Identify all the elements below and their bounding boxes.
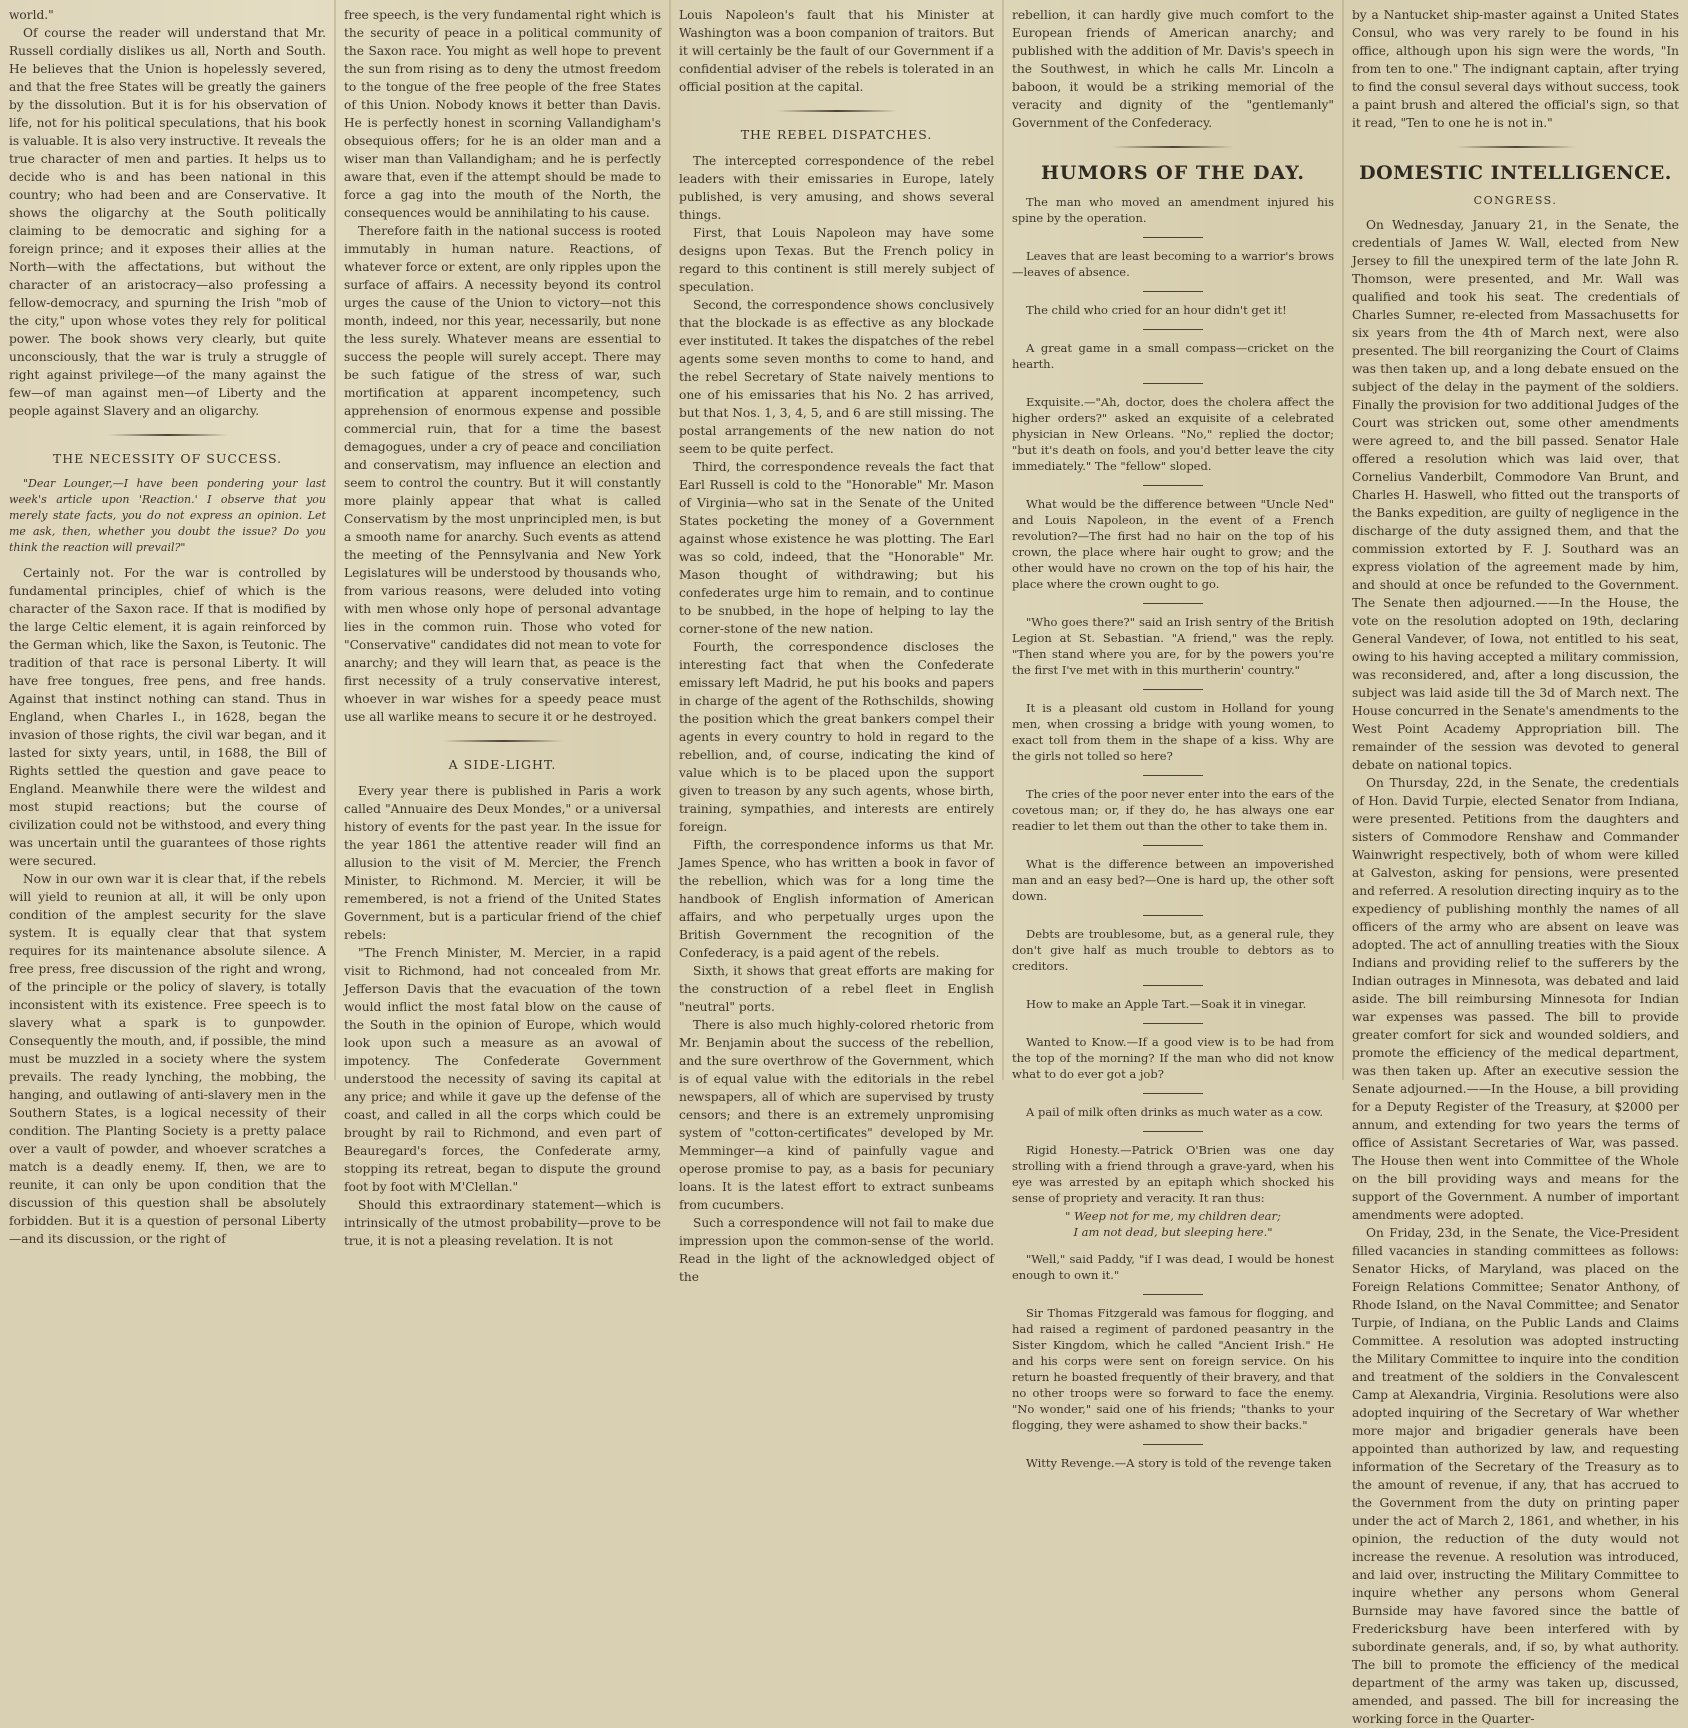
article-text: Certainly not. For the war is controlled by fundamental principles, chief of which is the character of the Saxon race. If that is modified by the large Celtic element, it is again reinforced by the German which, like the Saxon, is Teutonic. The tradition of that race is personal Liberty. It will have free tongues, free pens, and free hands. Against that instinct nothing can stand. Thus in England, when Charles I., in 1628, began the invasion of those rights, the civil war began, and it lasted for sixty years, until, in 1688, the Bill of Rights settled the question and gave peace to England. Meanwhile there were the wildest and most stupid reactions; but the course of civilization could not be withstood, and every thing was uncertain until the guarantees of those rights were secured. (9, 566, 326, 868)
joke-item: Wanted to Know.—If a good view is to be had from the top of the morning? If the man who did not know what to do ever got a job? (1012, 1035, 1334, 1081)
article-text: rebellion, it can hardly give much comfort to the European friends of American anarchy; and published with the addition of Mr. Davis's speech in the Southwest, in which he calls Mr. Lincoln a baboon, it would be a striking memorial of the veracity and dignity of the "gentlemanly" Government of the Confederacy. (1012, 8, 1334, 130)
column-3 (670, 0, 1003, 1284)
epitaph-line: " Weep not for me, my children dear; (1065, 1209, 1281, 1223)
article-text: by a Nantucket ship-master against a United States Consul, who was very rarely to be found in his office, although upon his sign were the words, "In from ten to one." The indignant captain, after trying to find the consul several days without success, took a paint brush and altered the official's sign, so that it read, "Ten to one he is not in." (1352, 8, 1679, 130)
joke-item: How to make an Apple Tart.—Soak it in vinegar. (1026, 997, 1307, 1011)
joke-divider (1143, 485, 1203, 486)
joke-divider (1143, 1023, 1203, 1024)
section-heading: THE REBEL DISPATCHES. (740, 127, 933, 142)
joke-item: Leaves that are least becoming to a warrior's brows—leaves of absence. (1012, 249, 1334, 279)
joke-item: A great game in a small compass—cricket on the hearth. (1012, 341, 1334, 371)
joke-divider (1143, 1294, 1203, 1295)
joke-item: Debts are troublesome, but, as a general rule, they don't give half as much trouble to debtors as to creditors. (1012, 927, 1334, 973)
joke-item: "Who goes there?" said an Irish sentry of the British Legion at St. Sebastian. "A friend," was the reply. "Then stand where you are, for by the powers you're the first I've met with in this murtherin' country." (1012, 615, 1334, 677)
section-divider (1113, 146, 1233, 148)
subsection-heading: CONGRESS. (1473, 194, 1558, 207)
reader-letter: "Dear Lounger,—I have been pondering your last week's article upon 'Reaction.' I observe that you merely state facts, you do not express an opinion. Let me ask, then, whether you doubt the issue? Do you think the reaction will prevail?" (9, 477, 326, 554)
article-text: Louis Napoleon's fault that his Minister at Washington was a boon companion of traitors. But it will certainly be the fault of our Government if a confidential adviser of the rebels is tolerated in an official position at the capital. (679, 8, 994, 94)
section-heading: DOMESTIC INTELLIGENCE. (1359, 162, 1672, 184)
article-text: On Friday, 23d, in the Senate, the Vice-President filled vacancies in standing committees as follows: Senator Hicks, of Maryland, was placed on the Foreign Relations Committee; Senator Anthony, of Rhode Island, on the Naval Committee; and Senator Turpie, of Indiana, on the Public Lands and Claims Committee. A resolution was adopted instructing the Military Committee to inquire into the condition and treatment of the soldiers in the Convalescent Camp at Alexandria, Virginia. Resolutions were also adopted inquiring of the Secretary of War whether more major and brigadier generals have been appointed than authorized by law, and requesting information of the Secretary of the Treasury as to the amount of revenue, if any, that has accrued to the Government from the duty on printing paper under the act of March 2, 1861, and whether, in his opinion, the reduction of the duty would not increase the revenue. A resolution was introduced, and laid over, instructing the Military Committee to inquire whether any persons whom General Burnside may have favored since the battle of Fredericksburg have been interfered with by subordinate generals, and, if so, by what authority. The bill to promote the efficiency of the medical department of the army was taken up, discussed, amended, and passed. The bill for increasing the working force in the Quarter- (1352, 1226, 1679, 1726)
article-text: First, that Louis Napoleon may have some designs upon Texas. But the French policy in regard to this continent is still merely subject of speculation. (679, 226, 994, 294)
article-text: Third, the correspondence reveals the fact that Earl Russell is cold to the "Honorable" Mr. Mason of Virginia—who sat in the Senate of the United States pocketing the money of a Government against whose existence he was plotting. The Earl was so cold, indeed, that the "Honorable" Mr. Mason thought of withdrawing; but his confederates urge him to remain, and to continue to be snubbed, in the hope of helping to lay the corner-stone of the new nation. (679, 460, 994, 636)
joke-divider (1143, 1444, 1203, 1445)
joke-divider (1143, 237, 1203, 238)
article-text: Now in our own war it is clear that, if the rebels will yield to reunion at all, it will be only upon condition of the amplest security for the slave system. It is equally clear that that system requires for its maintenance absolute silence. A free press, free discussion of the right and wrong, of the principle or the policy of slavery, is totally inconsistent with its existence. Free speech is to slavery what a spark is to gunpowder. Consequently the mouth, and, if possible, the mind must be muzzled in a society where the system prevails. The ready lynching, the mobbing, the hanging, and outlawing of anti-slavery men in the Southern States, is a logical necessity of their condition. The Planting Society is a pretty palace over a vault of powder, and whoever scratches a match is a deadly enemy. If, then, we are to reunite, it can only be upon condition that the discussion of this question shall be absolutely forbidden. But it is a question of personal Liberty—and its discussion, or the right of (9, 872, 326, 1246)
joke-item: What would be the difference between "Uncle Ned" and Louis Napoleon, in the event of a French revolution?—The first had no hair on the top of his crown, the place where hair ought to grow; and the other would have no crown on the top of his hair, the place where the crown ought to go. (1012, 497, 1334, 591)
column-1 (0, 0, 335, 1246)
joke-divider (1143, 603, 1203, 604)
joke-item: Sir Thomas Fitzgerald was famous for flogging, and had raised a regiment of pardoned peasantry in the Sister Kingdom, which he called "Ancient Irish." He and his corps were sent on foreign service. On his return he boasted frequently of their bravery, and that no other troops were so forward to face the enemy. "No wonder," said one of his friends; "thanks to your flogging, they were ashamed to show their backs." (1012, 1306, 1334, 1432)
joke-item: A pail of milk often drinks as much water as a cow. (1026, 1105, 1323, 1119)
article-text: On Wednesday, January 21, in the Senate, the credentials of James W. Wall, elected from New Jersey to fill the unexpired term of the late John R. Thomson, were presented, and Mr. Wall was qualified and took his seat. The credentials of Charles Sumner, re-elected from Massachusetts for six years from the 4th of March next, were also presented. The bill reorganizing the Court of Claims was then taken up, and a long debate ensued on the subject of the delay in the payment of the soldiers. Finally the provision for two additional Judges of the Court was stricken out, some other amendments were agreed to, and the bill passed. Senator Hale offered a resolution which was laid over, that Cornelius Vanderbilt, Commodore Van Brunt, and Charles H. Haswell, who fitted out the transports of the Banks expedition, are guilty of negligence in the discharge of the duty assigned them, and that the commission extorted by F. J. Southard was an express violation of the agreement made by him, and should at once be refunded to the Government. The Senate then adjourned.——In the House, the vote on the resolution adopted on 19th, declaring General Vandever, of Iowa, not entitled to his seat, owing to his having accepted a military commission, was reconsidered, and, after a long discussion, the subject was laid aside till the 3d of March next. The House concurred in the Senate's amendments to the West Point Academy Appropriation bill. The remainder of the session was devoted to general debate on national topics. (1352, 218, 1679, 772)
joke-divider (1143, 775, 1203, 776)
article-text: There is also much highly-colored rhetoric from Mr. Benjamin about the success of the rebellion, and the sure overthrow of the Government, which is of equal value with the editorials in the rebel newspapers, all of which are supervised by trusty censors; and there is an extremely unpromising system of "cotton-certificates" developed by Mr. Memminger—a kind of painfully vague and operose promise to pay, as a basis for pecuniary loans. It is the latest effort to extract sunbeams from cucumbers. (679, 1018, 994, 1212)
joke-item: "Well," said Paddy, "if I was dead, I would be honest enough to own it." (1012, 1252, 1334, 1282)
joke-divider (1143, 985, 1203, 986)
joke-divider (1143, 329, 1203, 330)
column-2 (335, 0, 670, 1248)
article-text: Fifth, the correspondence informs us that Mr. James Spence, who has written a book in favor of the rebellion, which was for a long time the handbook of English information of American affairs, and who perpetually urges upon the British Government the recognition of the Confederacy, is a paid agent of the rebels. (679, 838, 994, 960)
joke-divider (1143, 689, 1203, 690)
article-text: Every year there is published in Paris a work called "Annuaire des Deux Mondes," or a universal history of events for the past year. In the issue for the year 1861 the attentive reader will find an allusion to the visit of M. Mercier, the French Minister, to Richmond. M. Mercier, it will be remembered, is not a friend of the United States Government, but is a particular friend of the chief rebels: (344, 784, 661, 942)
joke-item: What is the difference between an impoverished man and an easy bed?—One is hard up, the other soft down. (1012, 857, 1334, 903)
joke-divider (1143, 383, 1203, 384)
section-divider (777, 110, 897, 112)
article-text: Sixth, it shows that great efforts are making for the construction of a rebel fleet in English "neutral" ports. (679, 964, 994, 1014)
epitaph-line: I am not dead, but sleeping here." (1073, 1225, 1273, 1239)
article-text: free speech, is the very fundamental right which is the security of peace in a political community of the Saxon race. You might as well hope to prevent the sun from rising as to deny the utmost freedom to the tongue of the free people of the free States of this Union. Nobody knows it better than Davis. He is perfectly honest in scorning Vallandigham's obsequious offers; for he is an older man and a wiser man than Vallandigham; and he is perfectly aware that, even if the attempt should be made to force a gag into the mouth of the North, the consequences would be annihilating to his cause. (344, 8, 661, 220)
joke-divider (1143, 291, 1203, 292)
section-heading: THE NECESSITY OF SUCCESS. (52, 451, 283, 466)
joke-divider (1143, 1131, 1203, 1132)
joke-item: The child who cried for an hour didn't get it! (1026, 303, 1287, 317)
article-text: Such a correspondence will not fail to make due impression upon the common-sense of the world. Read in the light of the acknowledged object of the (679, 1216, 994, 1284)
joke-item: It is a pleasant old custom in Holland for young men, when crossing a bridge with young women, to exact toll from them in the shape of a kiss. Why are the girls not tolled so here? (1012, 701, 1334, 763)
article-text: On Thursday, 22d, in the Senate, the credentials of Hon. David Turpie, elected Senator from Indiana, were presented. Petitions from the daughters and sisters of Commodore Renshaw and Commander Wainwright respectively, both of whom were killed at Galveston, asking for pensions, were presented and referred. A resolution directing inquiry as to the expediency of publishing monthly the names of all officers of the army who are absent on leave was adopted. The act of annulling treaties with the Sioux Indians and providing relief to the sufferers by the Indian outrages in Minnesota, was debated and laid aside. The bill reimbursing Minnesota for Indian war expenses was passed. The bill to provide greater comfort for sick and wounded soldiers, and promote the efficiency of the medical department, was then taken up. After an executive session the Senate adjourned.——In the House, a bill providing for a Deputy Register of the Treasury, at $2000 per annum, and extending for two years the terms of office of Assistant Secretaries of War, was passed. The House then went into Committee of the Whole on the bill providing ways and means for the support of the Government. A number of important amendments were adopted. (1352, 776, 1679, 1222)
article-text: world." (9, 8, 54, 22)
joke-item: Rigid Honesty.—Patrick O'Brien was one day strolling with a friend through a grave-yard, when his eye was arrested by an epitaph which shocked his sense of propriety and veracity. It ran thus: (1012, 1143, 1334, 1205)
joke-item: Exquisite.—"Ah, doctor, does the cholera affect the higher orders?" asked an exquisite of a celebrated physician in New Orleans. "No," replied the doctor; "but it's death on fools, and you'd better leave the city immediately." The "fellow" sloped. (1012, 395, 1334, 473)
article-text: Of course the reader will understand that Mr. Russell cordially dislikes us all, North and South. He believes that the Union is hopelessly severed, and that the free States will be greatly the gainers by the dissolution. But it is for his observation of life, not for his political speculations, that his book is valuable. It is also very instructive. It reveals the true character of men and parties. It helps us to decide who is and has been national in this country; who had been and are Conservative. It shows the oligarchy at the South politically claiming to be democratic and sighing for a foreign prince; and it exposes their allies at the North—with the affectations, but without the character of an aristocracy—also professing a fellow-democracy, and spurning the Irish "mob of the city," upon whose votes they rely for political power. The book shows very clearly, but quite unconsciously, that the war is truly a struggle of right against privilege—of the many against the few—of man against men—of Liberty and the people against Slavery and an oligarchy. (9, 26, 326, 418)
joke-divider (1143, 1093, 1203, 1094)
article-text: The intercepted correspondence of the rebel leaders with their emissaries in Europe, lately published, is very amusing, and shows several things. (679, 154, 994, 222)
joke-item: The man who moved an amendment injured his spine by the operation. (1012, 195, 1334, 225)
article-text: Therefore faith in the national success is rooted immutably in human nature. Reactions, of whatever force or extent, are only ripples upon the surface of affairs. A necessity beyond its control urges the cause of the Union to victory—not this month, indeed, nor this year, necessarily, but none the less surely. Whatever means are essential to success the people will surely accept. There may be such fatigue of the stress of war, such mortification at apparent incompetency, such apprehension of enormous expense and possible commercial ruin, that for a time the basest demagogues, under a cry of peace and conciliation and conservatism, may influence an election and seem to control the country. But it will constantly more plainly appear that what is called Conservatism by the most unprincipled men, is but a smooth name for anarchy. Such events as attend the meeting of the Pennsylvania and New York Legislatures will be understood by thousands who, from various reasons, were deluded into voting with men whose only hope of personal advantage lies in the common ruin. Those who voted for "Conservative" candidates did not mean to vote for anarchy; and they will learn that, as peace is the first necessity of a truly conservative interest, whoever in war wishes for a speedy peace must use all warlike means to secure it or he destroyed. (344, 224, 661, 724)
article-text: Second, the correspondence shows conclusively that the blockade is as effective as any blockade ever instituted. It takes the dispatches of the rebel agents some seven months to come to hand, and the rebel Secretary of State naively mentions to one of his emissaries that his No. 2 has arrived, but that Nos. 1, 3, 4, 5, and 6 are still missing. The postal arrangements of the new nation do not seem to be quite perfect. (679, 298, 994, 456)
section-divider (1456, 146, 1576, 148)
joke-divider (1143, 845, 1203, 846)
section-divider (108, 434, 228, 436)
joke-item: The cries of the poor never enter into the ears of the covetous man; or, if they do, he has always one ear readier to let them out than the other to take them in. (1012, 787, 1334, 833)
section-heading: HUMORS OF THE DAY. (1040, 162, 1306, 184)
humor-list (1012, 194, 1334, 1471)
joke-divider (1143, 915, 1203, 916)
quoted-text: "The French Minister, M. Mercier, in a rapid visit to Richmond, had not concealed from Mr. Jefferson Davis that the evacuation of the town would inflict the most fatal blow on the cause of the South in the opinion of Europe, which would look upon such a measure as an avowal of impotency. The Confederate Government understood the necessity of saving its capital at any price; and while it gave up the defense of the coast, and called in all the corps which could be brought by rail to Richmond, and even part of Beauregard's forces, the Confederate army, stopping its retreat, began to dispute the ground foot by foot with M'Clellan." (344, 946, 661, 1194)
section-heading: A SIDE-LIGHT. (448, 757, 557, 772)
section-divider (443, 740, 563, 742)
column-4 (1003, 0, 1343, 1470)
joke-item: Witty Revenge.—A story is told of the revenge taken (1026, 1456, 1332, 1470)
column-5 (1343, 0, 1688, 1726)
article-text: Fourth, the correspondence discloses the interesting fact that when the Confederate emissary left Madrid, he put his books and papers in charge of the agent of the Rothschilds, showing the position which the great bankers compel their agents in every country to hold in regard to the rebellion, and, of course, indicating the kind of value which is to be placed upon the support given to treason by any such agents, whose birth, training, sympathies, and interests are entirely foreign. (679, 640, 994, 834)
article-text: Should this extraordinary statement—which is intrinsically of the utmost probability—prove to be true, it is not a pleasing revelation. It is not (344, 1198, 661, 1248)
